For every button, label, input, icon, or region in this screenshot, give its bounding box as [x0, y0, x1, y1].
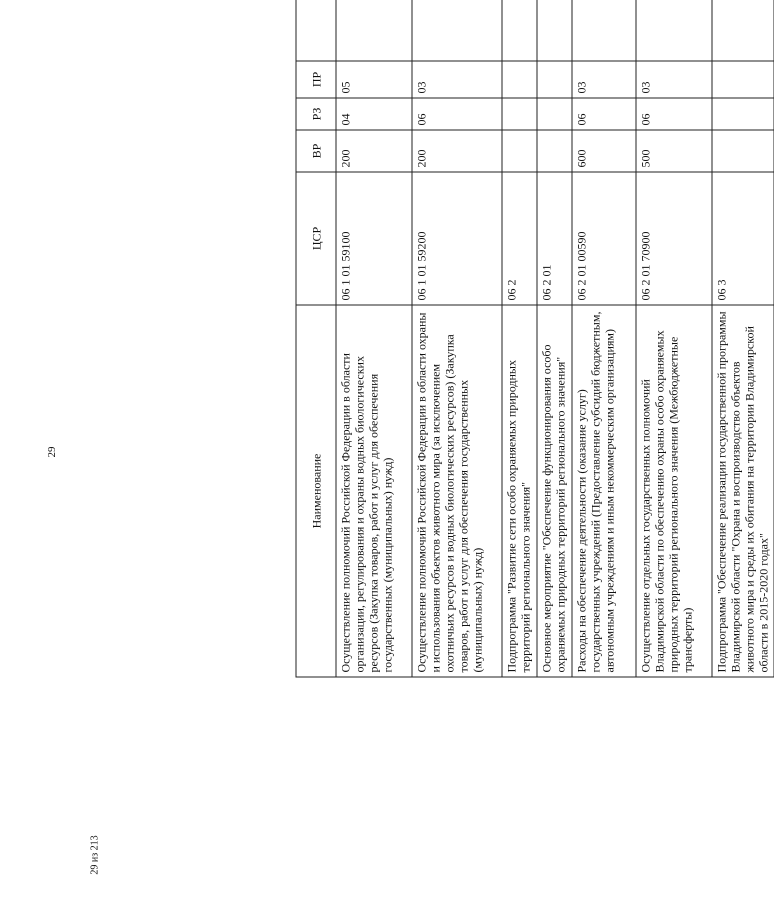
header-pr: ПР	[296, 61, 336, 98]
header-name: Наименование	[296, 305, 336, 677]
row-vr: 500	[636, 130, 712, 172]
row-sum	[502, 0, 537, 61]
row-rz	[712, 98, 774, 130]
header-sum	[296, 0, 336, 61]
table-row	[572, 0, 636, 677]
row-sum	[572, 0, 636, 61]
row-vr: 200	[336, 130, 412, 172]
row-pr	[537, 61, 572, 98]
row-vr	[537, 130, 572, 172]
row-rz: 04	[336, 98, 412, 130]
row-rz: 06	[572, 98, 636, 130]
table-row	[537, 0, 572, 677]
row-sum	[412, 0, 502, 61]
row-vr	[502, 130, 537, 172]
row-sum	[712, 0, 774, 61]
row-name: Подпрограмма "Развитие сети особо охраняемых природных территорий регионального значения"	[502, 305, 537, 677]
row-rz	[502, 98, 537, 130]
row-pr: 03	[572, 61, 636, 98]
row-pr: 03	[636, 61, 712, 98]
row-csr: 06 1 01 59200	[412, 172, 502, 305]
row-vr: 600	[572, 130, 636, 172]
table-row	[412, 0, 502, 677]
row-csr: 06 2	[502, 172, 537, 305]
header-csr: ЦСР	[296, 172, 336, 305]
page-number: 29	[46, 446, 58, 458]
row-name: Основное мероприятие "Обеспечение функционирования особо охраняемых природных территорий регионального значения"	[537, 305, 572, 677]
row-pr	[712, 61, 774, 98]
row-pr	[502, 61, 537, 98]
row-name: Осуществление полномочий Российской Федерации в области охраны и использования объектов животного мира (за исключением охотничьих ресурсов и водных биологических ресурсов) (Закупка товаров, работ и услуг для обеспечения государственных (муниципальных) нужд)	[412, 305, 502, 677]
table-row	[636, 0, 712, 677]
table-header-row	[296, 0, 336, 677]
budget-table	[295, 0, 774, 677]
row-pr: 03	[412, 61, 502, 98]
page-footer: 29 из 213	[89, 835, 101, 875]
row-pr: 05	[336, 61, 412, 98]
row-csr: 06 2 01 70900	[636, 172, 712, 305]
table-row	[336, 0, 412, 677]
header-vr: ВР	[296, 130, 336, 172]
row-csr: 06 3	[712, 172, 774, 305]
row-csr: 06 2 01	[537, 172, 572, 305]
row-name: Расходы на обеспечение деятельности (оказание услуг) государственных учреждений (Предоставление субсидий бюджетным, автономным учреждениям и иным некоммерческим организациям)	[572, 305, 636, 677]
row-rz: 06	[636, 98, 712, 130]
row-csr: 06 2 01 00590	[572, 172, 636, 305]
row-name: Осуществление полномочий Российской Федерации в области организации, регулирования и охраны водных биологических ресурсов (Закупка товаров, работ и услуг для обеспечения государственных (муниципальных) нужд)	[336, 305, 412, 677]
row-vr	[712, 130, 774, 172]
table-row	[712, 0, 774, 677]
row-rz	[537, 98, 572, 130]
row-sum	[537, 0, 572, 61]
row-sum	[336, 0, 412, 61]
budget-table-rotated	[295, 0, 770, 677]
header-rz: РЗ	[296, 98, 336, 130]
row-vr: 200	[412, 130, 502, 172]
row-csr: 06 1 01 59100	[336, 172, 412, 305]
row-name: Подпрограмма "Обеспечение реализации государственной программы Владимирской области "Охрана и воспроизводство объектов животного мира и среды их обитания на территории Владимирской области в 2015-2020 годах"	[712, 305, 774, 677]
row-rz: 06	[412, 98, 502, 130]
table-row	[502, 0, 537, 677]
row-name: Осуществление отдельных государственных полномочий Владимирской области по обеспечению охраны особо охраняемых природных территорий регионального значения (Межбюджетные трансферты)	[636, 305, 712, 677]
row-sum	[636, 0, 712, 61]
